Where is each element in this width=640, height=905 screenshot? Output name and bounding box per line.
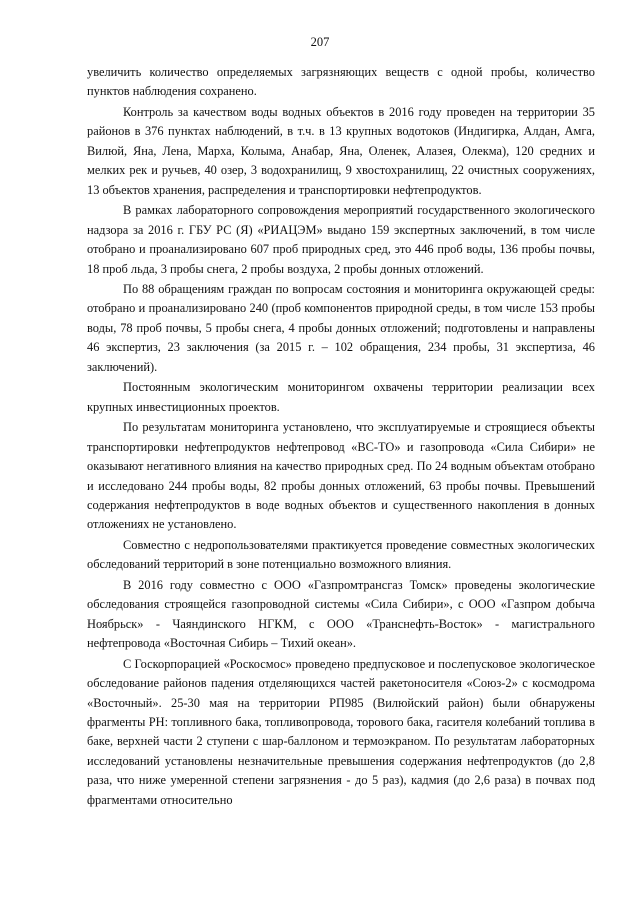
paragraph-continuation: увеличить количество определяемых загрязняющих веществ с одной пробы, количество пунктов наблюдения сохранено.	[87, 65, 595, 99]
body-text	[87, 63, 595, 811]
paragraph-joint-surveys: Совместно с недропользователями практикуется проведение совместных экологических обследований территорий в зоне потенциально возможного влияния.	[87, 537, 595, 572]
paragraph-lab-support: В рамках лабораторного сопровождения мероприятий государственного экологического надзора за 2016 г. ГБУ РС (Я) «РИАЦЭМ» выдано 159 экспертных заключений, в том числе отобрано и проанализировано 607 проб природных сред, это 446 проб воды, 136 пробы почвы, 18 проб льда, 3 пробы снега, 2 пробы воздуха, 2 пробы донных отложений.	[87, 203, 595, 276]
paragraph-roscosmos: С Госкорпорацией «Роскосмос» проведено предпусковое и послепусковое экологическое обследование районов падения отделяющихся частей ракетоносителя «Союз-2» с космодрома «Восточный». 25-30 мая на территории РП985 (Вилюйский район) были обнаружены фрагменты РН: топливного бака, топливопровода, торового бака, гасителя колебаний топлива в баке, верхней части 2 ступени с шар-баллоном и термоэкраном. По результатам лабораторных исследований установлены незначительные превышения содержания нефтепродуктов (до 2,8 раза, что ниже умеренной степени загрязнения - до 5 раз), кадмия (до 2,6 раза) в почвах под фрагментами относительно	[87, 656, 595, 807]
paragraph-citizen-appeals: По 88 обращениям граждан по вопросам состояния и мониторинга окружающей среды: отобрано и проанализировано 240 (проб компонентов природной среды, в том числе 153 пробы воды, 78 проб почвы, 5 пробы снега, 4 пробы донных отложений; подготовлены и направлены 46 экспертиз, 23 заключения (за 2015 г. – 102 обращения, 234 пробы, 31 экспертиза, 46 заключений).	[87, 281, 595, 374]
paragraph-monitoring-results: По результатам мониторинга установлено, что эксплуатируемые и строящиеся объекты транспортировки нефтепродуктов нефтепровод «ВС-ТО» и газопровода «Сила Сибири» не оказывают негативного влияния на качество природных сред. По 24 водным объектам отобрано и исследовано 244 пробы воды, 82 пробы донных отложений, 63 пробы почвы. Превышений содержания нефтепродуктов в воде водных объектов и существенного накопления в донных отложениях не установлено.	[87, 420, 595, 532]
paragraph-water-quality-control: Контроль за качеством воды водных объектов в 2016 году проведен на территории 35 районов в 376 пунктах наблюдений, в т.ч. в 13 крупных водотоков (Индигирка, Алдан, Амга, Вилюй, Яна, Лена, Марха, Колыма, Анабар, Яна, Оленек, Алазея, Олекма), 120 средних и мелких рек и ручьев, 40 озер, 3 водохранилищ, 9 хвостохранилищ, 22 очистных сооружениях, 13 объектов хранения, распределения и транспортировки нефтепродуктов.	[87, 104, 595, 197]
page-number: 207	[310, 35, 330, 49]
paragraph-2016-joint-surveys: В 2016 году совместно с ООО «Газпромтрансгаз Томск» проведены экологические обследования строящейся газопроводной системы «Сила Сибири», с ООО «Газпром добыча Ноябрьск» - Чаяндинского НГКМ, с ООО «Транснефть-Восток» - магистрального нефтепровода «Восточная Сибирь – Тихий океан».	[87, 577, 595, 651]
paragraph-permanent-monitoring: Постоянным экологическим мониторингом охвачены территории реализации всех крупных инвестиционных проектов.	[87, 380, 595, 414]
